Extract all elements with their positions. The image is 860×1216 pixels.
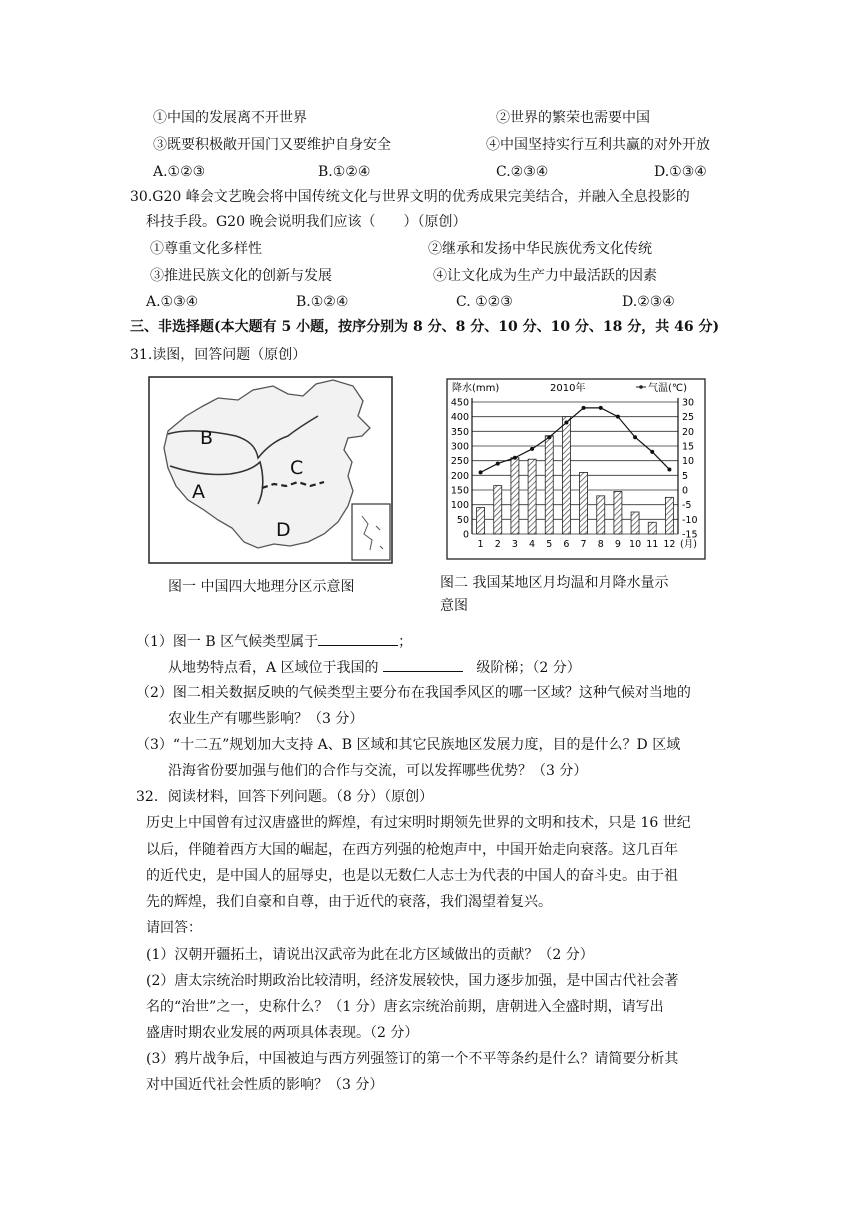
temperature-point [547, 435, 551, 439]
right-tick-label: 25 [682, 412, 695, 424]
right-tick-label: 15 [682, 441, 695, 453]
q29-option-4: ④中国坚持实行互利共赢的对外开放 [486, 137, 710, 153]
q31-sub1-end: ； [398, 634, 413, 650]
x-tick-label: 1 [477, 539, 484, 550]
temperature-point [599, 406, 603, 410]
precip-bar [494, 486, 502, 534]
figure-1-caption: 图一 中国四大地理分区示意图 [168, 579, 355, 595]
legend-temp-label: 气温(℃) [648, 383, 688, 394]
precip-bar [477, 508, 485, 534]
q29-option-1: ①中国的发展离不开世界 [153, 110, 307, 126]
q29-option-3: ③既要积极敞开国门又要维护自身安全 [153, 137, 391, 153]
q31-sub3-line-a: （3）“十二五”规划加大支持 A、B 区域和其它民族地区发展力度，目的是什么？D 区域 [136, 737, 681, 753]
q30-option-3: ③推进民族文化的创新与发展 [150, 268, 332, 284]
left-tick-label: 100 [450, 500, 469, 512]
precip-bar [614, 491, 622, 534]
x-tick-label: 10 [629, 539, 642, 550]
x-tick-label: 5 [546, 539, 553, 550]
precip-bar [545, 436, 553, 534]
figure-2-caption-line-1: 图二 我国某地区月均温和月降水量示 [440, 575, 669, 591]
temperature-point [633, 435, 637, 439]
q31-sub1-line-b [168, 657, 581, 678]
temperature-point [650, 450, 654, 454]
x-unit-label: (月) [680, 539, 697, 550]
precip-bar [528, 459, 536, 534]
temperature-point [496, 462, 500, 466]
q29-choice-b: B.①②④ [318, 164, 371, 180]
left-tick-label: 450 [450, 397, 469, 409]
q32-ask: 请回答： [146, 920, 202, 936]
temperature-point [564, 421, 568, 425]
q31-sub1-line-a [136, 631, 412, 652]
precip-bar [665, 497, 673, 534]
q31-sub1b-pre: 从地势特点看，A 区域位于我国的 [168, 660, 379, 676]
q29-choice-d: D.①③④ [654, 164, 707, 180]
right-tick-label: 10 [682, 456, 695, 468]
temperature-point [582, 406, 586, 410]
temperature-point [479, 470, 483, 474]
figure-2-caption-line-2: 意图 [440, 598, 468, 614]
section-3-heading: 三、非选择题(本大题有 5 小题，按序分别为 8 分、8 分、10 分、10 分、18 分，共 46 分) [130, 319, 720, 335]
q32-sub2-line-c: 盛唐时期农业发展的两项具体表现。（2 分） [146, 1025, 419, 1041]
left-tick-label: 400 [450, 412, 469, 424]
q30-stem-line-2: 科技手段。G20 晚会说明我们应该（ ）（原创） [146, 214, 467, 230]
x-tick-label: 9 [614, 539, 621, 550]
q31-sub1-text: （1）图一 B 区气候类型属于 [136, 634, 319, 650]
q30-choice-a: A.①③④ [146, 294, 199, 310]
q32-sub1: (1）汉朝开疆拓土，请说出汉武帝为此在北方区域做出的贡献？（2 分） [146, 947, 594, 963]
temperature-point [530, 447, 534, 451]
precip-bar [631, 512, 639, 534]
answer-blank-climate[interactable] [318, 631, 398, 646]
map-label-b: B [200, 427, 214, 449]
x-tick-label: 3 [511, 539, 518, 550]
left-tick-label: 50 [456, 514, 469, 526]
climate-chart [446, 378, 706, 560]
right-tick-label: -15 [682, 529, 698, 541]
q29-choice-a: A.①②③ [153, 164, 206, 180]
x-tick-label: 12 [663, 539, 676, 550]
q31-sub2-line-a: （2）图二相关数据反映的气候类型主要分布在我国季风区的哪一区域？这种气候对当地的 [136, 685, 691, 701]
left-tick-label: 300 [450, 441, 469, 453]
precip-bar [580, 472, 588, 534]
left-tick-label: 250 [450, 456, 469, 468]
left-tick-label: 350 [450, 426, 469, 438]
x-tick-label: 11 [646, 539, 659, 550]
q31-sub3-line-b: 沿海省份要加强与他们的合作与交流，可以发挥哪些优势？（3 分） [168, 763, 588, 779]
right-tick-label: -10 [682, 514, 698, 526]
q31-stem: 31.读图，回答问题（原创） [130, 347, 307, 363]
q32-stem: 32．阅读材料，回答下列问题。（8 分）（原创） [136, 789, 434, 805]
q31-sub2-line-b: 农业生产有哪些影响？（3 分） [168, 711, 364, 727]
q30-option-1: ①尊重文化多样性 [150, 241, 262, 257]
answer-blank-terrain-step[interactable] [383, 657, 463, 672]
q29-option-2: ②世界的繁荣也需要中国 [496, 110, 650, 126]
x-tick-label: 8 [597, 539, 604, 550]
q30-choice-c: C. ①②③ [456, 294, 513, 310]
q32-sub3-line-b: 对中国近代社会性质的影响？（3 分） [146, 1077, 384, 1093]
left-axis-label: 降水(mm) [452, 383, 500, 394]
q29-choice-c: C.②③④ [496, 164, 549, 180]
left-tick-label: 150 [450, 485, 469, 497]
right-tick-label: -5 [682, 500, 692, 512]
q31-sub1b-post: 级阶梯；（2 分） [476, 660, 581, 676]
temperature-point [616, 415, 620, 419]
q32-sub2-line-b: 名的“治世”之一，史称什么？（1 分）唐玄宗统治前期，唐朝进入全盛时期，请写出 [146, 999, 664, 1015]
q32-material-line-1: 历史上中国曾有过汉唐盛世的辉煌，有过宋明时期领先世界的文明和技术，只是 16 世纪 [146, 815, 691, 831]
map-label-c: C [290, 457, 304, 479]
x-tick-label: 2 [494, 539, 501, 550]
x-tick-label: 4 [529, 539, 536, 550]
right-tick-label: 20 [682, 426, 695, 438]
q32-sub2-line-a: (2）唐太宗统治时期政治比较清明，经济发展较快，国力逐步加强，是中国古代社会著 [146, 973, 679, 989]
precip-bar [597, 496, 605, 534]
precip-bar [648, 522, 656, 534]
q32-material-line-3: 的近代史，是中国人的屈辱史，也是以无数仁人志士为代表的中国人的奋斗史。由于祖 [146, 868, 678, 884]
map-label-a: A [192, 481, 205, 503]
q32-material-line-2: 以后，伴随着西方大国的崛起，在西方列强的枪炮声中，中国开始走向衰落。这几百年 [146, 842, 678, 858]
temperature-point [667, 467, 671, 471]
q32-material-line-4: 先的辉煌，我们自豪和自尊，由于近代的衰落，我们渴望着复兴。 [146, 894, 552, 910]
left-tick-label: 200 [450, 470, 469, 482]
precip-bar [562, 417, 570, 534]
temperature-point [513, 456, 517, 460]
q30-choice-d: D.②③④ [622, 294, 675, 310]
left-tick-label: 0 [462, 529, 469, 541]
q30-choice-b: B.①②④ [296, 294, 349, 310]
right-tick-label: 0 [682, 485, 689, 497]
q30-option-2: ②继承和发扬中华民族优秀文化传统 [428, 241, 652, 257]
right-tick-label: 5 [682, 470, 689, 482]
china-regions-map [148, 376, 393, 564]
q30-option-4: ④让文化成为生产力中最活跃的因素 [433, 268, 657, 284]
x-tick-label: 7 [580, 539, 587, 550]
right-tick-label: 30 [682, 397, 695, 409]
climate-chart-svg [446, 378, 706, 560]
q30-stem-line-1: 30.G20 峰会文艺晚会将中国传统文化与世界文明的优秀成果完美结合，并融入全息投影的 [130, 189, 690, 205]
q32-sub3-line-a: (3）鸦片战争后，中国被迫与西方列强签订的第一个不平等条约是什么？请简要分析其 [146, 1051, 679, 1067]
chart-title: 2010年 [550, 383, 586, 394]
precip-bar [511, 458, 519, 534]
china-map-svg [148, 376, 393, 564]
map-label-d: D [276, 519, 291, 541]
x-tick-label: 6 [563, 539, 570, 550]
